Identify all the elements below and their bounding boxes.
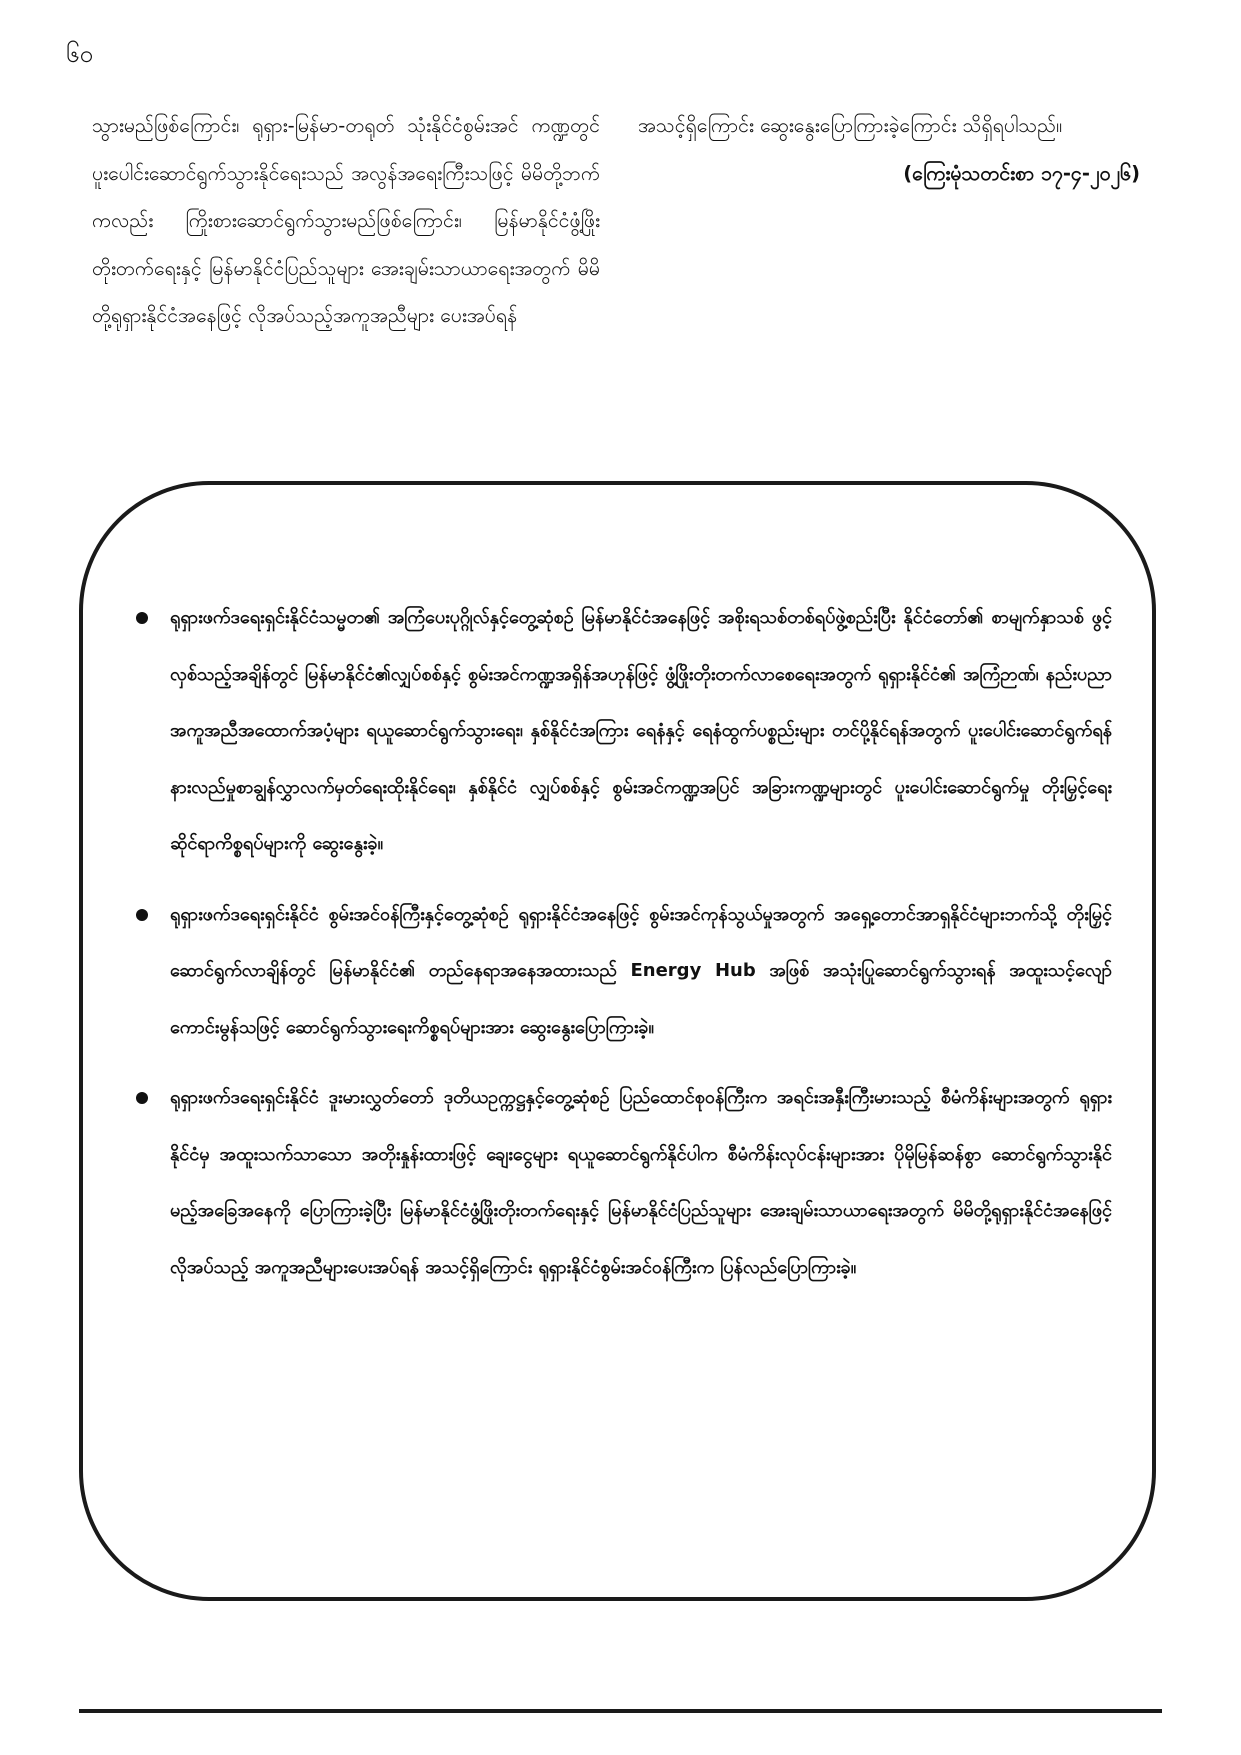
left-column [92,102,600,340]
bullet-item [134,887,1112,1057]
bottom-divider [79,1709,1162,1713]
source-citation: (ကြေးမုံသတင်းစာ ၁၇-၄-၂၀၂၆) [903,161,1140,185]
bullet-text: ရုရှားဖက်ဒရေးရှင်းနိုင်ငံ ဒူးမားလွှတ်တော် ဒုတိယဥက္ကဋ္ဌနှင့်တွေ့ဆုံစဉ် ပြည်ထောင်စုဝန်ကြီးက အရင်းအနှီးကြီးမားသည့် စီမံကိန်းများအတွက် ရုရှားနိုင်ငံမှ အထူးသက်သာသော အတိုးနှုန်းထားဖြင့် ချေးငွေများ ရယူဆောင်ရွက်နိုင်ပါက စီမံကိန်းလုပ်ငန်းများအား ပိုမိုမြန်ဆန်စွာ ဆောင်ရွက်သွားနိုင်မည့်အခြေအနေကို ပြောကြားခဲ့ပြီး မြန်မာနိုင်ငံဖွံ့ဖြိုးတိုးတက်ရေးနှင့် မြန်မာနိုင်ငံပြည်သူများ အေးချမ်းသာယာရေးအတွက် မိမိတို့ရုရှားနိုင်ငံအနေဖြင့် လိုအပ်သည့် အကူအညီများပေးအပ်ရန် အသင့်ရှိကြောင်း ရုရှားနိုင်ငံစွမ်းအင်ဝန်ကြီးက ပြန်လည်ပြောကြားခဲ့။ [170,1087,1112,1278]
bullet-text: ရုရှားဖက်ဒရေးရှင်းနိုင်ငံ စွမ်းအင်ဝန်ကြီးနှင့်တွေ့ဆုံစဉ် ရုရှားနိုင်ငံအနေဖြင့် စွမ်းအင်ကုန်သွယ်မှုအတွက် အရှေ့တောင်အာရှနိုင်ငံများဘက်သို့ တိုးမြှင့်ဆောင်ရွက်လာချိန်တွင် မြန်မာနိုင်ငံ၏ တည်နေရာအနေအထားသည် Energy Hub အဖြစ် အသုံးပြုဆောင်ရွက်သွားရန် အထူးသင့်လျော် ကောင်းမွန်သဖြင့် ဆောင်ရွက်သွားရေးကိစ္စရပ်များအား ဆွေးနွေးပြောကြားခဲ့။ [170,903,1112,1038]
bullet-dot-icon [136,612,148,624]
bullet-text: ရုရှားဖက်ဒရေးရှင်းနိုင်ငံသမ္မတ၏ အကြံပေးပုဂ္ဂိုလ်နှင့်တွေ့ဆုံစဉ် မြန်မာနိုင်ငံအနေဖြင့် အစိုးရသစ်တစ်ရပ်ဖွဲ့စည်းပြီး နိုင်ငံတော်၏ စာမျက်နှာသစ် ဖွင့်လှစ်သည့်အချိန်တွင် မြန်မာနိုင်ငံ၏လျှပ်စစ်နှင့် စွမ်းအင်ကဏ္ဍအရှိန်အဟုန်ဖြင့် ဖွံ့ဖြိုးတိုးတက်လာစေရေးအတွက် ရုရှားနိုင်ငံ၏ အကြံဉာဏ်၊ နည်းပညာအကူအညီအထောက်အပံ့များ ရယူဆောင်ရွက်သွားရေး၊ နှစ်နိုင်ငံအကြား ရေနံနှင့် ရေနံထွက်ပစ္စည်းများ တင်ပို့နိုင်ရန်အတွက် ပူးပေါင်းဆောင်ရွက်ရန် နားလည်မှုစာချွန်လွှာလက်မှတ်ရေးထိုးနိုင်ရေး၊ နှစ်နိုင်ငံ လျှပ်စစ်နှင့် စွမ်းအင်ကဏ္ဍအပြင် အခြားကဏ္ဍများတွင် ပူးပေါင်းဆောင်ရွက်မှု တိုးမြှင့်ရေးဆိုင်ရာကိစ္စရပ်များကို ဆွေးနွေးခဲ့။ [170,607,1112,854]
bullet-dot-icon [136,909,148,921]
right-column-paragraph: အသင့်ရှိကြောင်း ဆွေးနွေးပြောကြားခဲ့ကြောင်း သိရှိရပါသည်။ [638,114,1063,137]
left-column-paragraph: သွားမည်ဖြစ်ကြောင်း၊ ရုရှား-မြန်မာ-တရုတ် သုံးနိုင်ငံစွမ်းအင် ကဏ္ဍတွင် ပူးပေါင်းဆောင်ရွက်သွားနိုင်ရေးသည် အလွန်အရေးကြီးသဖြင့် မိမိတို့ဘက်ကလည်း ကြိုးစားဆောင်ရွက်သွားမည်ဖြစ်ကြောင်း၊ မြန်မာနိုင်ငံဖွံ့ဖြိုးတိုးတက်ရေးနှင့် မြန်မာနိုင်ငံပြည်သူများ အေးချမ်းသာယာရေးအတွက် မိမိတို့ရုရှားနိုင်ငံအနေဖြင့် လိုအပ်သည့်အကူအညီများ ပေးအပ်ရန် [92,114,600,328]
bullet-dot-icon [136,1092,148,1104]
right-column [638,102,1146,197]
bullet-item [134,590,1112,873]
page-number: ၆၀ [66,40,93,68]
bullet-item [134,1070,1112,1296]
summary-bullet-list [134,590,1112,1310]
